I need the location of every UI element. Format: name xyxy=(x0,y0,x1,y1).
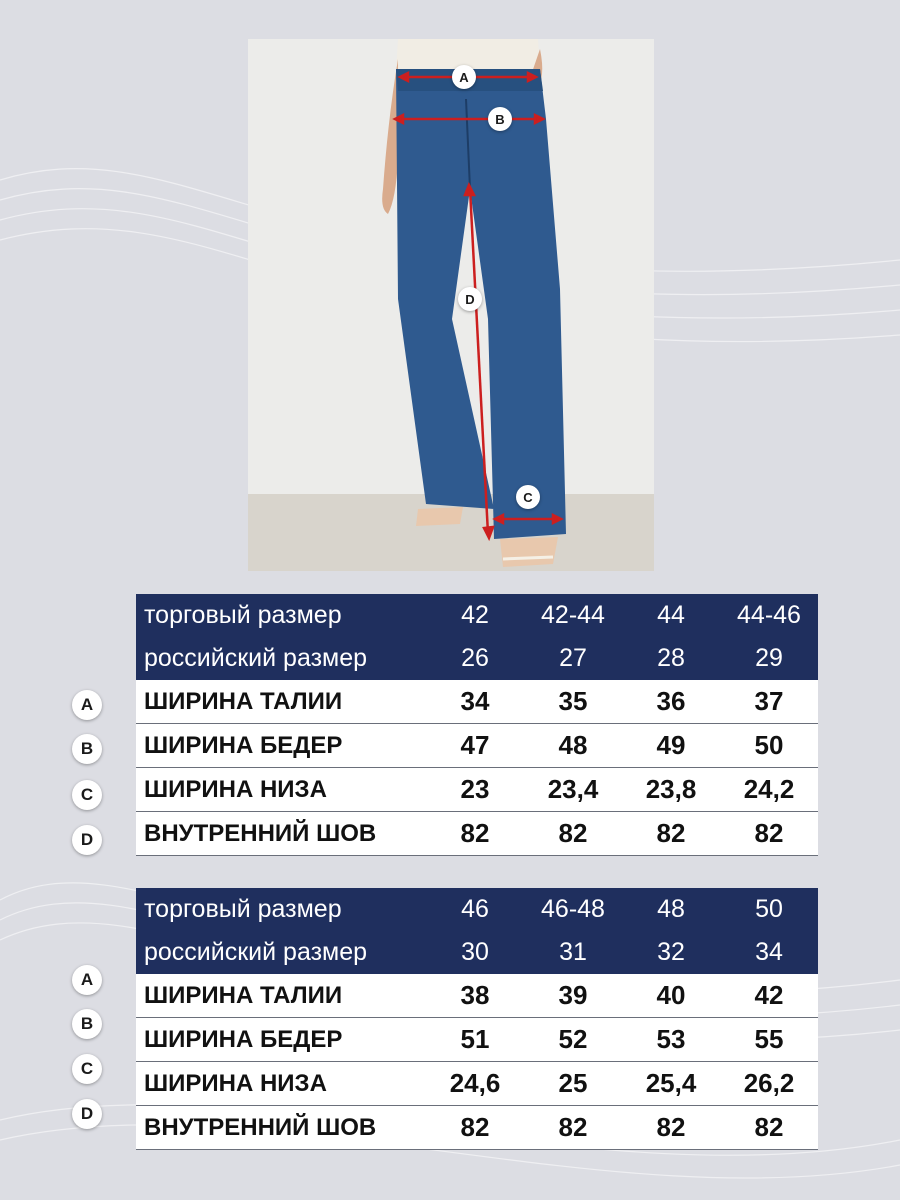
value-cell: 82 xyxy=(720,812,818,856)
value-cell: 53 xyxy=(622,1018,720,1062)
marker-b-badge: B xyxy=(488,107,512,131)
value-cell: 23,4 xyxy=(524,768,622,812)
value-cell: 42 xyxy=(720,974,818,1018)
size-cell: 27 xyxy=(524,637,622,680)
value-cell: 51 xyxy=(426,1018,524,1062)
legend-c-badge-2: C xyxy=(72,1054,102,1084)
value-cell: 23,8 xyxy=(622,768,720,812)
legend-a-badge-2: A xyxy=(72,965,102,995)
value-cell: 34 xyxy=(426,680,524,724)
size-cell: 46 xyxy=(426,888,524,931)
legend-a-badge-1: A xyxy=(72,690,102,720)
value-cell: 36 xyxy=(622,680,720,724)
value-cell: 82 xyxy=(426,1106,524,1150)
row-label: ШИРИНА БЕДЕР xyxy=(136,1018,426,1062)
value-cell: 25 xyxy=(524,1062,622,1106)
size-table-1 xyxy=(136,594,818,856)
legend-d-badge-2: D xyxy=(72,1099,102,1129)
row-label: ШИРИНА НИЗА xyxy=(136,768,426,812)
inseam-row xyxy=(136,1106,818,1150)
size-cell: 26 xyxy=(426,637,524,680)
value-cell: 50 xyxy=(720,724,818,768)
size-cell: 46-48 xyxy=(524,888,622,931)
row-label: торговый размер xyxy=(136,594,426,637)
value-cell: 38 xyxy=(426,974,524,1018)
size-table-2 xyxy=(136,888,818,1150)
hip-width-row xyxy=(136,1018,818,1062)
size-cell: 42-44 xyxy=(524,594,622,637)
legend-d-badge-1: D xyxy=(72,825,102,855)
row-label: ШИРИНА ТАЛИИ xyxy=(136,974,426,1018)
row-label: ШИРИНА ТАЛИИ xyxy=(136,680,426,724)
row-label: ШИРИНА НИЗА xyxy=(136,1062,426,1106)
row-label: ШИРИНА БЕДЕР xyxy=(136,724,426,768)
value-cell: 26,2 xyxy=(720,1062,818,1106)
value-cell: 40 xyxy=(622,974,720,1018)
value-cell: 47 xyxy=(426,724,524,768)
size-cell: 31 xyxy=(524,931,622,974)
legend-b-badge-1: B xyxy=(72,734,102,764)
trade-size-row xyxy=(136,594,818,637)
jeans-illustration xyxy=(248,39,654,571)
value-cell: 49 xyxy=(622,724,720,768)
marker-a-badge: A xyxy=(452,65,476,89)
size-cell: 30 xyxy=(426,931,524,974)
marker-c-badge: C xyxy=(516,485,540,509)
legend-b-badge-2: B xyxy=(72,1009,102,1039)
value-cell: 52 xyxy=(524,1018,622,1062)
row-label: торговый размер xyxy=(136,888,426,931)
value-cell: 35 xyxy=(524,680,622,724)
size-cell: 44 xyxy=(622,594,720,637)
value-cell: 82 xyxy=(622,812,720,856)
value-cell: 82 xyxy=(524,812,622,856)
value-cell: 23 xyxy=(426,768,524,812)
size-cell: 44-46 xyxy=(720,594,818,637)
size-cell: 29 xyxy=(720,637,818,680)
row-label: ВНУТРЕННИЙ ШОВ xyxy=(136,812,426,856)
value-cell: 82 xyxy=(524,1106,622,1150)
size-cell: 28 xyxy=(622,637,720,680)
value-cell: 24,2 xyxy=(720,768,818,812)
value-cell: 55 xyxy=(720,1018,818,1062)
row-label: российский размер xyxy=(136,637,426,680)
value-cell: 37 xyxy=(720,680,818,724)
hip-width-row xyxy=(136,724,818,768)
product-photo xyxy=(248,39,654,571)
waist-width-row xyxy=(136,680,818,724)
inseam-row xyxy=(136,812,818,856)
russian-size-row xyxy=(136,931,818,974)
marker-d-badge: D xyxy=(458,287,482,311)
size-cell: 32 xyxy=(622,931,720,974)
value-cell: 82 xyxy=(426,812,524,856)
value-cell: 24,6 xyxy=(426,1062,524,1106)
legend-c-badge-1: C xyxy=(72,780,102,810)
value-cell: 82 xyxy=(622,1106,720,1150)
row-label: российский размер xyxy=(136,931,426,974)
row-label: ВНУТРЕННИЙ ШОВ xyxy=(136,1106,426,1150)
hem-width-row xyxy=(136,1062,818,1106)
trade-size-row xyxy=(136,888,818,931)
size-cell: 34 xyxy=(720,931,818,974)
size-cell: 50 xyxy=(720,888,818,931)
hem-width-row xyxy=(136,768,818,812)
value-cell: 48 xyxy=(524,724,622,768)
russian-size-row xyxy=(136,637,818,680)
value-cell: 25,4 xyxy=(622,1062,720,1106)
size-cell: 42 xyxy=(426,594,524,637)
size-cell: 48 xyxy=(622,888,720,931)
value-cell: 82 xyxy=(720,1106,818,1150)
waist-width-row xyxy=(136,974,818,1018)
value-cell: 39 xyxy=(524,974,622,1018)
